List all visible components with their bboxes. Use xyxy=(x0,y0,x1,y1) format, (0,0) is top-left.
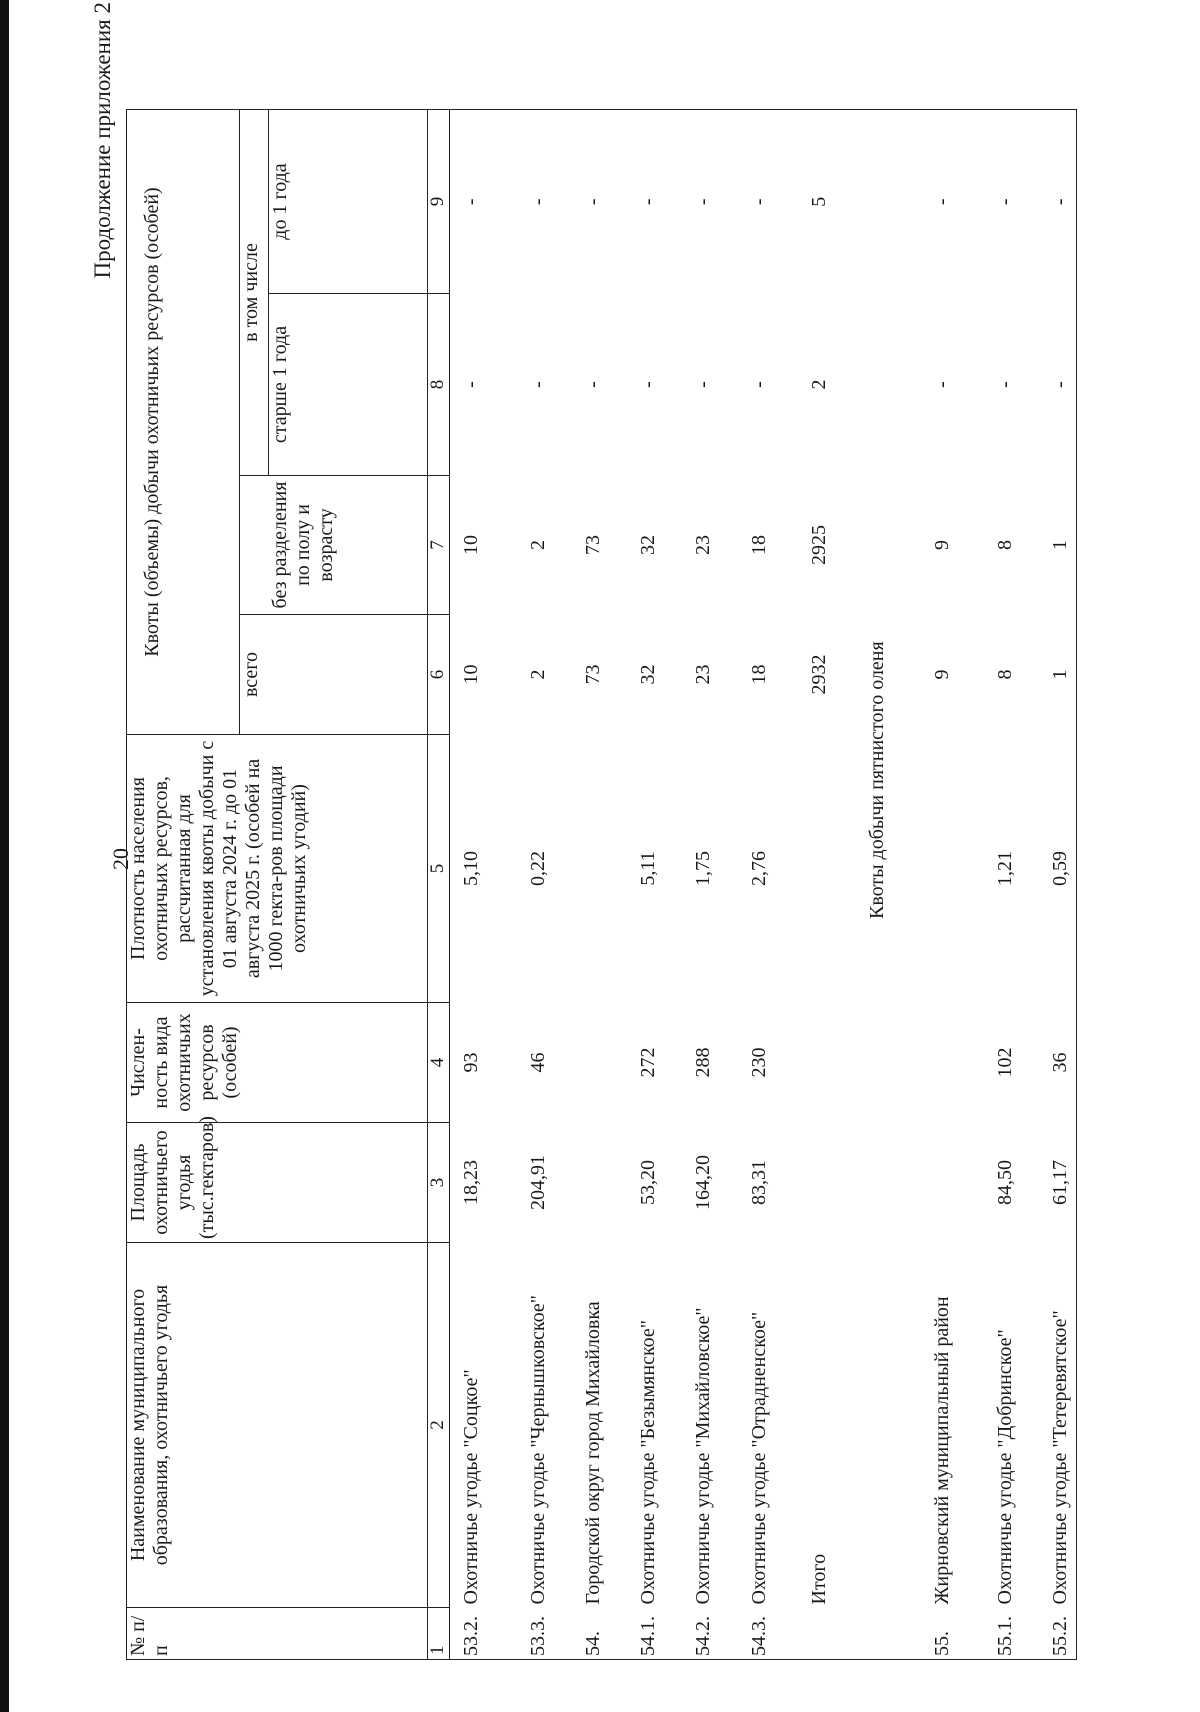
row-total: 23 xyxy=(691,664,714,685)
row-area: 83,31 xyxy=(747,1160,770,1205)
row-area: 61,17 xyxy=(1027,1123,1077,1243)
row-name: Жирновский муниципальный район xyxy=(930,1296,953,1605)
continuation-note: Продолжение приложения 2 xyxy=(90,2,115,279)
row-density: 5,10 xyxy=(460,851,482,886)
header-older: старше 1 года xyxy=(269,294,428,476)
row-count xyxy=(782,1003,846,1123)
row-older-1y: - xyxy=(526,381,549,388)
table-row xyxy=(615,110,670,1660)
colnum-6: 6 xyxy=(428,615,450,735)
row-no-sex-age: 8 xyxy=(993,540,1016,550)
row-area: 204,91 xyxy=(526,1155,549,1210)
row-older-1y: - xyxy=(1027,294,1077,476)
row-name: Охотничье угодье "Чернышковское" xyxy=(526,1295,549,1605)
row-area: 53,20 xyxy=(636,1160,659,1205)
row-total: 1 xyxy=(1027,615,1077,735)
row-count xyxy=(560,1003,615,1123)
table-row xyxy=(1027,110,1077,1660)
row-name: Охотничье угодье "Отрадненское" xyxy=(747,1311,770,1605)
row-area: 164,20 xyxy=(691,1155,714,1210)
row-younger-1y: - xyxy=(505,110,560,294)
row-name: Охотничье угодье "Соцкое" xyxy=(460,1369,482,1605)
header-count: Числен-ность вида охотничьих ресурсов (особей) xyxy=(127,1003,428,1123)
row-no-sex-age: 2 xyxy=(526,540,549,550)
row-no-sex-age: 1 xyxy=(1027,476,1077,615)
table-row xyxy=(726,110,782,1660)
row-total: 2 xyxy=(526,669,549,680)
row-count: 272 xyxy=(636,1047,659,1078)
row-younger-1y: - xyxy=(726,110,782,294)
row-total: 2932 xyxy=(807,654,830,695)
row-density xyxy=(560,735,615,1003)
header-younger: до 1 года xyxy=(269,110,428,294)
row-older-1y: - xyxy=(930,381,953,388)
row-younger-1y: - xyxy=(615,110,670,294)
row-older-1y: - xyxy=(747,381,770,388)
row-total: 8 xyxy=(993,669,1016,680)
row-number xyxy=(782,1608,846,1660)
header-num: № п/п xyxy=(127,1608,428,1660)
row-older-1y: - xyxy=(691,381,714,388)
section-title: Квоты добычи пятнистого оленя xyxy=(846,110,909,1660)
row-count xyxy=(909,1003,972,1123)
quota-table xyxy=(126,109,1077,1660)
row-younger-1y: - xyxy=(670,110,726,294)
table-row xyxy=(560,110,615,1660)
row-no-sex-age: 18 xyxy=(747,535,770,555)
row-no-sex-age: 32 xyxy=(636,535,659,555)
row-density: 1,21 xyxy=(993,851,1016,886)
row-count: 36 xyxy=(1027,1003,1077,1123)
row-name: Охотничье угодье "Безымянское" xyxy=(636,1320,659,1605)
row-no-sex-age: 23 xyxy=(691,535,714,555)
colnum-8: 8 xyxy=(428,294,450,476)
section-row xyxy=(846,110,909,1660)
row-number: 55.2. xyxy=(1027,1608,1077,1660)
row-older-1y: - xyxy=(993,381,1016,388)
table-row xyxy=(670,110,726,1660)
row-younger-1y: - xyxy=(450,110,505,294)
row-number: 55.1. xyxy=(972,1608,1027,1660)
table-row xyxy=(972,110,1027,1660)
header-quota: Квоты (объемы) добычи охотничьих ресурсов (особей) xyxy=(127,110,240,735)
colnum-1: 1 xyxy=(428,1608,450,1660)
colnum-4: 4 xyxy=(428,1003,450,1123)
row-younger-1y: - xyxy=(909,110,972,294)
row-count: 46 xyxy=(526,1052,549,1073)
header-total: всего xyxy=(240,615,428,735)
row-total: 9 xyxy=(930,669,953,680)
page-number: 20 xyxy=(108,848,133,870)
row-older-1y: 2 xyxy=(807,379,830,390)
row-younger-1y: - xyxy=(1027,110,1077,294)
row-area xyxy=(560,1123,615,1243)
colnum-3: 3 xyxy=(428,1123,450,1243)
row-number: 54.3. xyxy=(726,1608,782,1660)
row-number: 54.1. xyxy=(615,1608,670,1660)
row-total: 10 xyxy=(460,664,482,685)
row-count: 288 xyxy=(691,1047,714,1078)
row-number: 54. xyxy=(560,1608,615,1660)
table-row xyxy=(782,110,846,1660)
table-row xyxy=(505,110,560,1660)
row-density xyxy=(909,735,972,1003)
row-no-sex-age: 73 xyxy=(581,535,604,555)
header-density: Плотность населения охотничьих ресурсов, рассчитанная для установления квоты добычи с 01 августа 2024 г. до 01 августа 2025 г. (особей на 1000 гекта-ров площади охотничьих угодий) xyxy=(127,735,428,1003)
row-name: Городской округ город Михайловка xyxy=(581,1301,604,1605)
colnum-5: 5 xyxy=(428,735,450,1003)
row-density: 2,76 xyxy=(747,851,770,886)
row-name: Охотничье угодье "Добринское" xyxy=(993,1329,1016,1605)
header-area: Площадь охотничьего угодья (тыс.гектаров) xyxy=(127,1123,428,1243)
header-incl: в том числе xyxy=(240,110,269,476)
colnum-9: 9 xyxy=(428,110,450,294)
row-name: Итого xyxy=(807,1553,830,1605)
row-older-1y: - xyxy=(460,381,482,388)
row-younger-1y: 5 xyxy=(782,110,846,294)
row-number: 53.3. xyxy=(505,1608,560,1660)
row-younger-1y: - xyxy=(972,110,1027,294)
row-density: 5,11 xyxy=(636,851,659,886)
row-density: 1,75 xyxy=(691,851,714,886)
row-older-1y: - xyxy=(581,381,604,388)
row-name: Охотничье угодье "Тетеревятское" xyxy=(1027,1243,1077,1608)
row-density: 0,59 xyxy=(1027,735,1077,1003)
row-no-sex-age: 10 xyxy=(460,535,482,555)
table-body xyxy=(450,110,1077,1660)
row-count: 230 xyxy=(747,1047,770,1078)
row-density xyxy=(782,735,846,1003)
row-density: 0,22 xyxy=(526,851,549,886)
colnum-7: 7 xyxy=(428,476,450,615)
row-younger-1y: - xyxy=(560,110,615,294)
table-row xyxy=(909,110,972,1660)
row-count: 93 xyxy=(460,1052,482,1073)
row-area: 18,23 xyxy=(460,1160,482,1205)
row-total: 73 xyxy=(581,664,604,685)
row-no-sex-age: 2925 xyxy=(807,525,830,565)
row-number: 53.2. xyxy=(450,1608,505,1660)
row-area xyxy=(782,1123,846,1243)
row-area xyxy=(909,1123,972,1243)
table-row xyxy=(450,110,505,1660)
row-number: 55. xyxy=(909,1608,972,1660)
row-total: 18 xyxy=(747,664,770,685)
row-count: 102 xyxy=(993,1047,1016,1078)
row-area: 84,50 xyxy=(993,1160,1016,1205)
header-nosex: без разделения по полу и возрасту xyxy=(269,476,428,615)
row-no-sex-age: 9 xyxy=(930,540,953,550)
row-older-1y: - xyxy=(636,381,659,388)
colnum-2: 2 xyxy=(428,1243,450,1608)
row-total: 32 xyxy=(636,664,659,685)
header-name: Наименование муниципального образования, охотничьего угодья xyxy=(127,1243,428,1608)
row-number: 54.2. xyxy=(670,1608,726,1660)
row-name: Охотничье угодье "Михайловское" xyxy=(691,1307,714,1605)
